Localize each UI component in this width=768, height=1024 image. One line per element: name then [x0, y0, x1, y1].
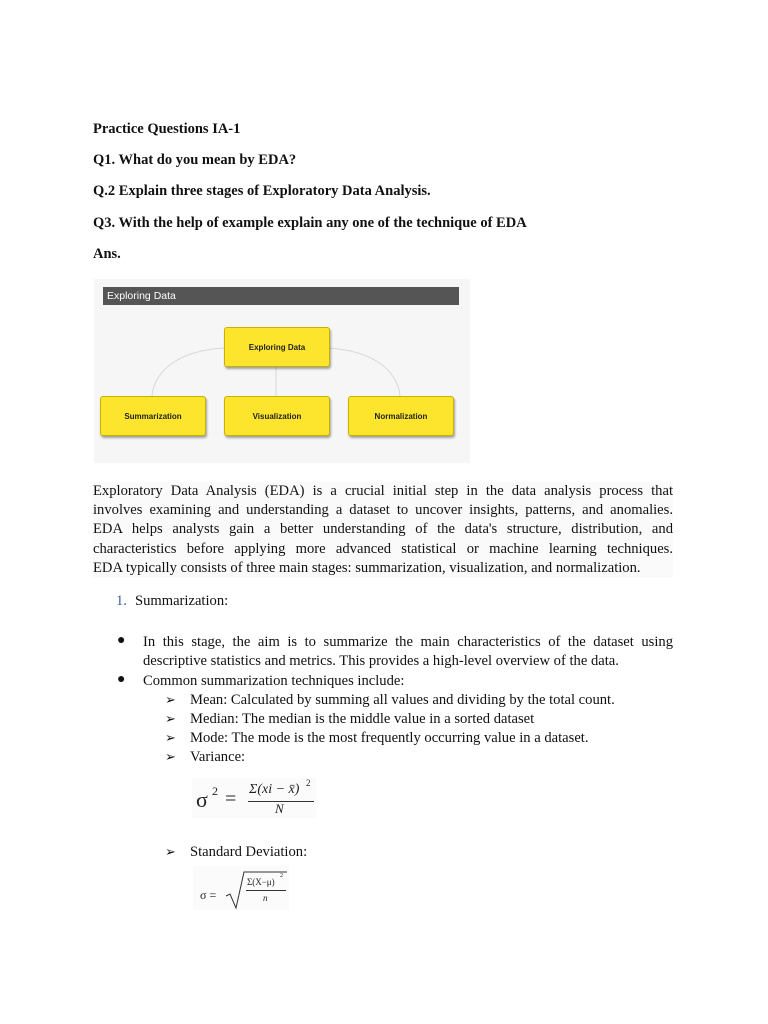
variance-numerator: Σ(xi − x̄)	[249, 782, 300, 797]
arrow-icon: ➢	[165, 845, 176, 860]
diagram-banner: Exploring Data	[103, 287, 459, 305]
variance-formula	[192, 778, 316, 818]
bullet-line: In this stage, the aim is to summarize the main characteristics of the dataset using	[143, 634, 673, 650]
variance-num-exponent: 2	[306, 778, 311, 788]
section-title: Summarization:	[134, 593, 229, 609]
arrow-icon: ➢	[165, 712, 176, 727]
variance-sigma: σ	[196, 787, 208, 812]
section-number: 1.	[116, 593, 127, 609]
section-heading	[116, 592, 228, 611]
practice-title: Practice Questions IA-1	[93, 121, 241, 137]
intro-line: characteristics before applying more advanced statistical or machine learning techniques.	[93, 540, 673, 557]
arrow-icon: ➢	[165, 731, 176, 746]
variance-exponent: 2	[212, 784, 218, 798]
diagram-node-normalization: Normalization	[348, 396, 454, 436]
question-3: Q3. With the help of example explain any one of the technique of EDA	[93, 215, 527, 231]
bullet-icon: ●	[117, 672, 126, 687]
question-1: Q1. What do you mean by EDA?	[93, 152, 297, 168]
diagram-root-node: Exploring Data	[224, 327, 330, 367]
arrow-icon: ➢	[165, 750, 176, 765]
intro-line: involves examining and understanding a dataset to uncover insights, patterns, and anomalies.	[93, 502, 673, 519]
intro-line: EDA typically consists of three main stages: summarization, visualization, and normalization.	[93, 559, 641, 576]
sd-numerator: Σ(X−μ)	[247, 877, 275, 887]
exploring-data-diagram	[94, 279, 470, 463]
answer-label: Ans.	[93, 246, 121, 262]
bullet-icon: ●	[117, 633, 126, 648]
arrow-icon: ➢	[165, 693, 176, 708]
technique-mean: Mean: Calculated by summing all values and dividing by the total count.	[190, 692, 615, 708]
intro-line: Exploratory Data Analysis (EDA) is a crucial initial step in the data analysis process that	[93, 483, 673, 499]
technique-mode: Mode: The mode is the most frequently occurring value in a dataset.	[190, 730, 589, 746]
sd-lhs: σ =	[200, 888, 217, 902]
intro-line: EDA helps analysts gain a better understanding of the data's structure, distribution, and	[93, 521, 673, 538]
question-2: Q.2 Explain three stages of Exploratory Data Analysis.	[93, 183, 431, 199]
bullet-1-text	[143, 633, 673, 671]
diagram-node-visualization: Visualization	[224, 396, 330, 436]
sd-fraction-bar	[246, 890, 286, 891]
standard-deviation-formula	[193, 866, 289, 910]
bullet-2-text: Common summarization techniques include:	[143, 673, 405, 689]
sd-num-exponent: 2	[280, 873, 283, 879]
technique-variance: Variance:	[190, 749, 246, 765]
technique-standard-deviation: Standard Deviation:	[190, 844, 308, 860]
diagram-node-summarization: Summarization	[100, 396, 206, 436]
technique-median: Median: The median is the middle value in a sorted dataset	[190, 711, 535, 727]
intro-paragraph	[93, 482, 673, 578]
variance-denominator: N	[275, 801, 284, 816]
variance-equals: =	[225, 788, 237, 810]
sd-denominator: n	[263, 893, 268, 903]
bullet-line: descriptive statistics and metrics. This provides a high-level overview of the data.	[143, 653, 619, 670]
